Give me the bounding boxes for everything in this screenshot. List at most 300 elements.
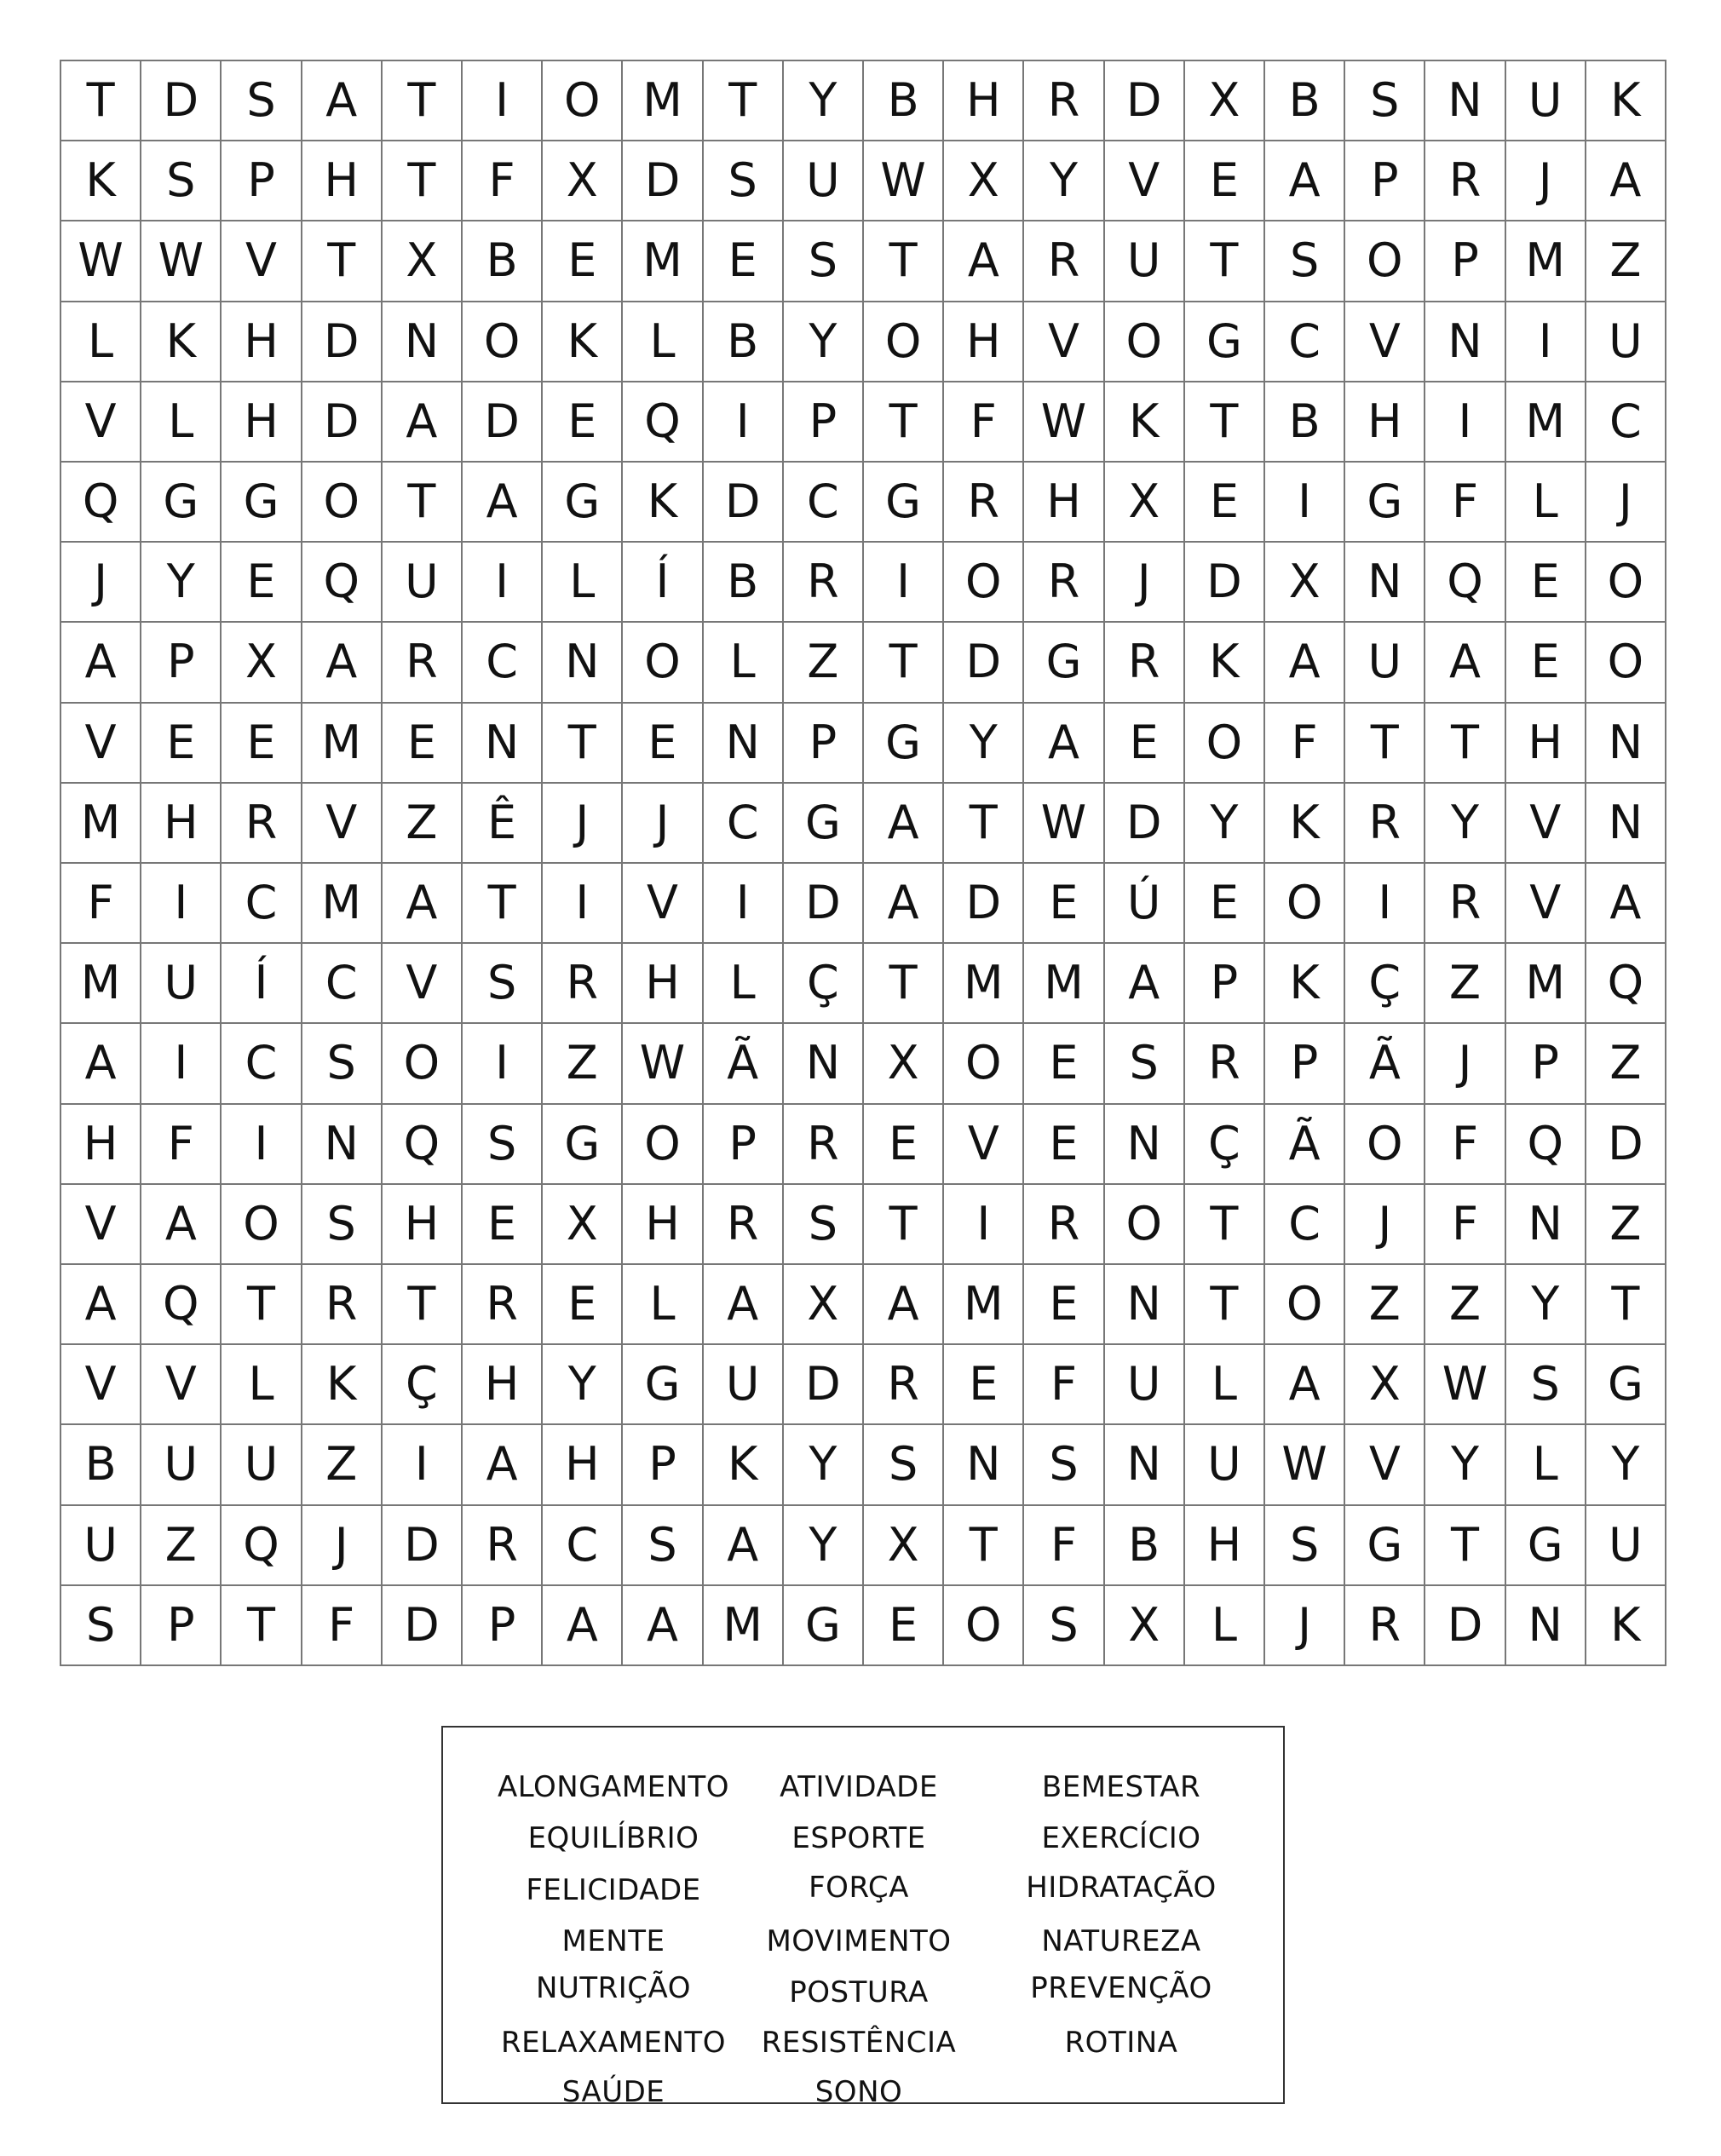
grid-cell[interactable]: G [222, 463, 302, 543]
grid-cell[interactable]: N [944, 1425, 1024, 1505]
grid-cell[interactable]: D [784, 864, 864, 944]
grid-cell[interactable]: Í [222, 944, 302, 1024]
grid-cell[interactable]: M [1506, 382, 1586, 463]
grid-cell[interactable]: K [1265, 784, 1345, 864]
grid-cell[interactable]: T [61, 61, 141, 141]
grid-cell[interactable]: Y [944, 704, 1024, 784]
grid-cell[interactable]: N [1105, 1425, 1185, 1505]
grid-cell[interactable]: B [463, 221, 543, 302]
grid-cell[interactable]: P [1425, 221, 1505, 302]
grid-cell[interactable]: N [1586, 784, 1666, 864]
grid-cell[interactable]: V [1024, 302, 1104, 382]
grid-cell[interactable]: E [1024, 1024, 1104, 1104]
grid-cell[interactable]: I [944, 1185, 1024, 1265]
grid-cell[interactable]: H [463, 1345, 543, 1425]
grid-cell[interactable]: E [222, 543, 302, 623]
grid-cell[interactable]: X [543, 1185, 623, 1265]
grid-cell[interactable]: L [1506, 463, 1586, 543]
grid-cell[interactable]: A [302, 623, 383, 703]
grid-cell[interactable]: D [302, 382, 383, 463]
grid-cell[interactable]: F [302, 1586, 383, 1666]
grid-cell[interactable]: T [864, 1185, 944, 1265]
grid-cell[interactable]: E [1185, 141, 1265, 221]
grid-cell[interactable]: Z [1425, 1265, 1505, 1345]
grid-cell[interactable]: E [623, 704, 703, 784]
grid-cell[interactable]: Z [302, 1425, 383, 1505]
grid-cell[interactable]: R [704, 1185, 784, 1265]
grid-cell[interactable]: N [1506, 1586, 1586, 1666]
grid-cell[interactable]: A [864, 864, 944, 944]
grid-cell[interactable]: T [222, 1586, 302, 1666]
grid-cell[interactable]: R [543, 944, 623, 1024]
grid-cell[interactable]: Ã [1265, 1105, 1345, 1185]
grid-cell[interactable]: H [944, 61, 1024, 141]
grid-cell[interactable]: E [543, 382, 623, 463]
grid-cell[interactable]: G [1345, 463, 1425, 543]
grid-cell[interactable]: T [864, 382, 944, 463]
grid-cell[interactable]: J [1345, 1185, 1425, 1265]
grid-cell[interactable]: V [61, 704, 141, 784]
grid-cell[interactable]: C [222, 864, 302, 944]
grid-cell[interactable]: W [141, 221, 222, 302]
grid-cell[interactable]: J [61, 543, 141, 623]
grid-cell[interactable]: P [141, 623, 222, 703]
grid-cell[interactable]: H [543, 1425, 623, 1505]
grid-cell[interactable]: R [463, 1265, 543, 1345]
grid-cell[interactable]: G [1024, 623, 1104, 703]
grid-cell[interactable]: Y [1425, 784, 1505, 864]
grid-cell[interactable]: A [383, 382, 463, 463]
grid-cell[interactable]: O [463, 302, 543, 382]
grid-cell[interactable]: F [1425, 1185, 1505, 1265]
grid-cell[interactable]: O [543, 61, 623, 141]
grid-cell[interactable]: Q [1586, 944, 1666, 1024]
grid-cell[interactable]: M [302, 704, 383, 784]
grid-cell[interactable]: J [1586, 463, 1666, 543]
grid-cell[interactable]: A [463, 463, 543, 543]
grid-cell[interactable]: T [1185, 1185, 1265, 1265]
grid-cell[interactable]: E [1024, 1265, 1104, 1345]
grid-cell[interactable]: U [784, 141, 864, 221]
grid-cell[interactable]: C [463, 623, 543, 703]
grid-cell[interactable]: V [1506, 864, 1586, 944]
grid-cell[interactable]: X [1185, 61, 1265, 141]
grid-cell[interactable]: J [623, 784, 703, 864]
grid-cell[interactable]: R [1024, 61, 1104, 141]
grid-cell[interactable]: A [463, 1425, 543, 1505]
grid-cell[interactable]: S [222, 61, 302, 141]
grid-cell[interactable]: D [1105, 61, 1185, 141]
grid-cell[interactable]: U [1345, 623, 1425, 703]
grid-cell[interactable]: Q [1425, 543, 1505, 623]
grid-cell[interactable]: S [141, 141, 222, 221]
grid-cell[interactable]: P [784, 382, 864, 463]
grid-cell[interactable]: W [1265, 1425, 1345, 1505]
grid-cell[interactable]: X [784, 1265, 864, 1345]
grid-cell[interactable]: N [1425, 302, 1505, 382]
grid-cell[interactable]: E [1506, 543, 1586, 623]
grid-cell[interactable]: S [1345, 61, 1425, 141]
grid-cell[interactable]: L [141, 382, 222, 463]
grid-cell[interactable]: A [623, 1586, 703, 1666]
grid-cell[interactable]: I [1265, 463, 1345, 543]
grid-cell[interactable]: R [463, 1506, 543, 1586]
grid-cell[interactable]: X [944, 141, 1024, 221]
grid-cell[interactable]: E [864, 1586, 944, 1666]
grid-cell[interactable]: P [1506, 1024, 1586, 1104]
grid-cell[interactable]: N [1105, 1265, 1185, 1345]
grid-cell[interactable]: G [864, 704, 944, 784]
grid-cell[interactable]: S [1506, 1345, 1586, 1425]
grid-cell[interactable]: A [1586, 864, 1666, 944]
grid-cell[interactable]: I [1345, 864, 1425, 944]
grid-cell[interactable]: S [302, 1024, 383, 1104]
grid-cell[interactable]: V [1345, 1425, 1425, 1505]
grid-cell[interactable]: D [463, 382, 543, 463]
grid-cell[interactable]: L [1185, 1586, 1265, 1666]
grid-cell[interactable]: A [704, 1506, 784, 1586]
grid-cell[interactable]: W [864, 141, 944, 221]
grid-cell[interactable]: S [1024, 1586, 1104, 1666]
grid-cell[interactable]: T [864, 944, 944, 1024]
grid-cell[interactable]: A [1425, 623, 1505, 703]
grid-cell[interactable]: O [383, 1024, 463, 1104]
grid-cell[interactable]: S [704, 141, 784, 221]
grid-cell[interactable]: G [1185, 302, 1265, 382]
grid-cell[interactable]: L [704, 623, 784, 703]
grid-cell[interactable]: Z [1586, 221, 1666, 302]
grid-cell[interactable]: E [463, 1185, 543, 1265]
grid-cell[interactable]: G [1506, 1506, 1586, 1586]
grid-cell[interactable]: I [463, 543, 543, 623]
grid-cell[interactable]: T [864, 623, 944, 703]
grid-cell[interactable]: D [704, 463, 784, 543]
grid-cell[interactable]: M [944, 944, 1024, 1024]
grid-cell[interactable]: Ç [1185, 1105, 1265, 1185]
grid-cell[interactable]: R [302, 1265, 383, 1345]
grid-cell[interactable]: H [623, 944, 703, 1024]
grid-cell[interactable]: S [463, 944, 543, 1024]
grid-cell[interactable]: K [704, 1425, 784, 1505]
grid-cell[interactable]: O [944, 543, 1024, 623]
grid-cell[interactable]: Z [543, 1024, 623, 1104]
grid-cell[interactable]: M [1506, 221, 1586, 302]
grid-cell[interactable]: C [1586, 382, 1666, 463]
grid-cell[interactable]: G [864, 463, 944, 543]
grid-cell[interactable]: O [302, 463, 383, 543]
grid-cell[interactable]: G [1586, 1345, 1666, 1425]
grid-cell[interactable]: P [1345, 141, 1425, 221]
grid-cell[interactable]: J [1425, 1024, 1505, 1104]
grid-cell[interactable]: S [1265, 1506, 1345, 1586]
grid-cell[interactable]: Z [784, 623, 864, 703]
grid-cell[interactable]: A [543, 1586, 623, 1666]
grid-cell[interactable]: S [302, 1185, 383, 1265]
grid-cell[interactable]: F [1265, 704, 1345, 784]
grid-cell[interactable]: B [704, 543, 784, 623]
grid-cell[interactable]: Ê [463, 784, 543, 864]
grid-cell[interactable]: S [864, 1425, 944, 1505]
grid-cell[interactable]: N [704, 704, 784, 784]
grid-cell[interactable]: J [1105, 543, 1185, 623]
grid-cell[interactable]: N [1105, 1105, 1185, 1185]
grid-cell[interactable]: T [463, 864, 543, 944]
grid-cell[interactable]: T [864, 221, 944, 302]
grid-cell[interactable]: Q [222, 1506, 302, 1586]
grid-cell[interactable]: I [141, 1024, 222, 1104]
grid-cell[interactable]: H [141, 784, 222, 864]
grid-cell[interactable]: F [1024, 1506, 1104, 1586]
grid-cell[interactable]: Q [383, 1105, 463, 1185]
grid-cell[interactable]: R [784, 1105, 864, 1185]
grid-cell[interactable]: G [784, 784, 864, 864]
grid-cell[interactable]: V [61, 382, 141, 463]
grid-cell[interactable]: H [383, 1185, 463, 1265]
grid-cell[interactable]: L [704, 944, 784, 1024]
grid-cell[interactable]: A [944, 221, 1024, 302]
grid-cell[interactable]: E [1024, 1105, 1104, 1185]
grid-cell[interactable]: A [1586, 141, 1666, 221]
grid-cell[interactable]: E [543, 221, 623, 302]
grid-cell[interactable]: B [1265, 61, 1345, 141]
grid-cell[interactable]: I [1425, 382, 1505, 463]
grid-cell[interactable]: W [1024, 784, 1104, 864]
grid-cell[interactable]: T [1425, 704, 1505, 784]
grid-cell[interactable]: A [864, 784, 944, 864]
grid-cell[interactable]: L [222, 1345, 302, 1425]
grid-cell[interactable]: L [623, 302, 703, 382]
grid-cell[interactable]: D [1586, 1105, 1666, 1185]
grid-cell[interactable]: Z [1586, 1185, 1666, 1265]
grid-cell[interactable]: U [141, 1425, 222, 1505]
grid-cell[interactable]: H [1024, 463, 1104, 543]
grid-cell[interactable]: N [1586, 704, 1666, 784]
grid-cell[interactable]: K [1105, 382, 1185, 463]
grid-cell[interactable]: Y [1425, 1425, 1505, 1505]
grid-cell[interactable]: I [1506, 302, 1586, 382]
grid-cell[interactable]: R [1024, 1185, 1104, 1265]
grid-cell[interactable]: N [1425, 61, 1505, 141]
grid-cell[interactable]: T [1345, 704, 1425, 784]
grid-cell[interactable]: M [61, 944, 141, 1024]
grid-cell[interactable]: R [1425, 141, 1505, 221]
grid-cell[interactable]: X [864, 1506, 944, 1586]
grid-cell[interactable]: U [222, 1425, 302, 1505]
grid-cell[interactable]: Z [1425, 944, 1505, 1024]
grid-cell[interactable]: A [61, 1265, 141, 1345]
grid-cell[interactable]: E [383, 704, 463, 784]
grid-cell[interactable]: S [784, 1185, 864, 1265]
grid-cell[interactable]: R [1024, 543, 1104, 623]
grid-cell[interactable]: S [1105, 1024, 1185, 1104]
grid-cell[interactable]: M [704, 1586, 784, 1666]
grid-cell[interactable]: F [463, 141, 543, 221]
grid-cell[interactable]: R [1345, 1586, 1425, 1666]
grid-cell[interactable]: A [141, 1185, 222, 1265]
grid-cell[interactable]: M [623, 221, 703, 302]
grid-cell[interactable]: C [1265, 1185, 1345, 1265]
grid-cell[interactable]: T [383, 463, 463, 543]
grid-cell[interactable]: Y [784, 302, 864, 382]
grid-cell[interactable]: H [623, 1185, 703, 1265]
grid-cell[interactable]: C [543, 1506, 623, 1586]
grid-cell[interactable]: I [543, 864, 623, 944]
grid-cell[interactable]: Y [543, 1345, 623, 1425]
grid-cell[interactable]: E [1185, 463, 1265, 543]
grid-cell[interactable]: O [1345, 221, 1425, 302]
grid-cell[interactable]: Ã [1345, 1024, 1425, 1104]
grid-cell[interactable]: O [623, 623, 703, 703]
grid-cell[interactable]: I [383, 1425, 463, 1505]
grid-cell[interactable]: I [141, 864, 222, 944]
grid-cell[interactable]: D [383, 1586, 463, 1666]
grid-cell[interactable]: K [1265, 944, 1345, 1024]
grid-cell[interactable]: A [61, 623, 141, 703]
grid-cell[interactable]: A [61, 1024, 141, 1104]
grid-cell[interactable]: A [383, 864, 463, 944]
grid-cell[interactable]: X [1105, 1586, 1185, 1666]
grid-cell[interactable]: X [543, 141, 623, 221]
grid-cell[interactable]: G [623, 1345, 703, 1425]
grid-cell[interactable]: T [302, 221, 383, 302]
grid-cell[interactable]: K [61, 141, 141, 221]
grid-cell[interactable]: O [1185, 704, 1265, 784]
grid-cell[interactable]: H [302, 141, 383, 221]
grid-cell[interactable]: H [1185, 1506, 1265, 1586]
grid-cell[interactable]: E [1105, 704, 1185, 784]
grid-cell[interactable]: G [543, 1105, 623, 1185]
grid-cell[interactable]: Ã [704, 1024, 784, 1104]
grid-cell[interactable]: P [463, 1586, 543, 1666]
grid-cell[interactable]: D [141, 61, 222, 141]
grid-cell[interactable]: S [1265, 221, 1345, 302]
grid-cell[interactable]: H [222, 302, 302, 382]
grid-cell[interactable]: S [1024, 1425, 1104, 1505]
grid-cell[interactable]: X [1345, 1345, 1425, 1425]
grid-cell[interactable]: D [383, 1506, 463, 1586]
grid-cell[interactable]: I [463, 61, 543, 141]
grid-cell[interactable]: N [543, 623, 623, 703]
grid-cell[interactable]: R [784, 543, 864, 623]
grid-cell[interactable]: B [704, 302, 784, 382]
grid-cell[interactable]: Q [141, 1265, 222, 1345]
grid-cell[interactable]: Ú [1105, 864, 1185, 944]
grid-cell[interactable]: Q [61, 463, 141, 543]
grid-cell[interactable]: N [302, 1105, 383, 1185]
grid-cell[interactable]: Í [623, 543, 703, 623]
grid-cell[interactable]: V [302, 784, 383, 864]
grid-cell[interactable]: M [1506, 944, 1586, 1024]
grid-cell[interactable]: K [141, 302, 222, 382]
grid-cell[interactable]: J [302, 1506, 383, 1586]
grid-cell[interactable]: T [1425, 1506, 1505, 1586]
grid-cell[interactable]: H [61, 1105, 141, 1185]
grid-cell[interactable]: W [623, 1024, 703, 1104]
grid-cell[interactable]: N [784, 1024, 864, 1104]
grid-cell[interactable]: R [383, 623, 463, 703]
grid-cell[interactable]: E [864, 1105, 944, 1185]
grid-cell[interactable]: U [383, 543, 463, 623]
grid-cell[interactable]: V [383, 944, 463, 1024]
grid-cell[interactable]: R [222, 784, 302, 864]
grid-cell[interactable]: O [1345, 1105, 1425, 1185]
grid-cell[interactable]: K [623, 463, 703, 543]
grid-cell[interactable]: O [1105, 1185, 1185, 1265]
grid-cell[interactable]: H [222, 382, 302, 463]
grid-cell[interactable]: K [302, 1345, 383, 1425]
grid-cell[interactable]: S [784, 221, 864, 302]
grid-cell[interactable]: Z [1345, 1265, 1425, 1345]
grid-cell[interactable]: C [222, 1024, 302, 1104]
grid-cell[interactable]: E [543, 1265, 623, 1345]
grid-cell[interactable]: I [704, 382, 784, 463]
grid-cell[interactable]: F [1425, 463, 1505, 543]
grid-cell[interactable]: E [1506, 623, 1586, 703]
grid-cell[interactable]: L [1185, 1345, 1265, 1425]
grid-cell[interactable]: Z [383, 784, 463, 864]
grid-cell[interactable]: S [623, 1506, 703, 1586]
grid-cell[interactable]: E [1024, 864, 1104, 944]
grid-cell[interactable]: R [1105, 623, 1185, 703]
grid-cell[interactable]: G [141, 463, 222, 543]
grid-cell[interactable]: Y [784, 61, 864, 141]
grid-cell[interactable]: A [1105, 944, 1185, 1024]
grid-cell[interactable]: E [222, 704, 302, 784]
grid-cell[interactable]: A [1265, 141, 1345, 221]
grid-cell[interactable]: N [1506, 1185, 1586, 1265]
grid-cell[interactable]: R [1425, 864, 1505, 944]
grid-cell[interactable]: W [61, 221, 141, 302]
grid-cell[interactable]: T [1185, 1265, 1265, 1345]
grid-cell[interactable]: E [1185, 864, 1265, 944]
grid-cell[interactable]: C [784, 463, 864, 543]
grid-cell[interactable]: K [543, 302, 623, 382]
grid-cell[interactable]: B [864, 61, 944, 141]
grid-cell[interactable]: K [1185, 623, 1265, 703]
grid-cell[interactable]: Y [1506, 1265, 1586, 1345]
grid-cell[interactable]: U [1506, 61, 1586, 141]
grid-cell[interactable]: S [61, 1586, 141, 1666]
grid-cell[interactable]: T [944, 784, 1024, 864]
grid-cell[interactable]: Y [1024, 141, 1104, 221]
grid-cell[interactable]: O [864, 302, 944, 382]
grid-cell[interactable]: A [1265, 623, 1345, 703]
grid-cell[interactable]: O [944, 1024, 1024, 1104]
grid-cell[interactable]: U [1586, 302, 1666, 382]
grid-cell[interactable]: R [944, 463, 1024, 543]
grid-cell[interactable]: D [1425, 1586, 1505, 1666]
grid-cell[interactable]: L [61, 302, 141, 382]
grid-cell[interactable]: A [864, 1265, 944, 1345]
grid-cell[interactable]: D [1105, 784, 1185, 864]
grid-cell[interactable]: B [61, 1425, 141, 1505]
grid-cell[interactable]: X [864, 1024, 944, 1104]
grid-cell[interactable]: U [1105, 1345, 1185, 1425]
grid-cell[interactable]: K [1586, 1586, 1666, 1666]
grid-cell[interactable]: T [543, 704, 623, 784]
grid-cell[interactable]: L [543, 543, 623, 623]
grid-cell[interactable]: Y [141, 543, 222, 623]
grid-cell[interactable]: D [784, 1345, 864, 1425]
grid-cell[interactable]: H [1345, 382, 1425, 463]
grid-cell[interactable]: G [784, 1586, 864, 1666]
grid-cell[interactable]: C [1265, 302, 1345, 382]
grid-cell[interactable]: S [463, 1105, 543, 1185]
grid-cell[interactable]: L [1506, 1425, 1586, 1505]
grid-cell[interactable]: U [1185, 1425, 1265, 1505]
grid-cell[interactable]: D [944, 864, 1024, 944]
grid-cell[interactable]: H [1506, 704, 1586, 784]
